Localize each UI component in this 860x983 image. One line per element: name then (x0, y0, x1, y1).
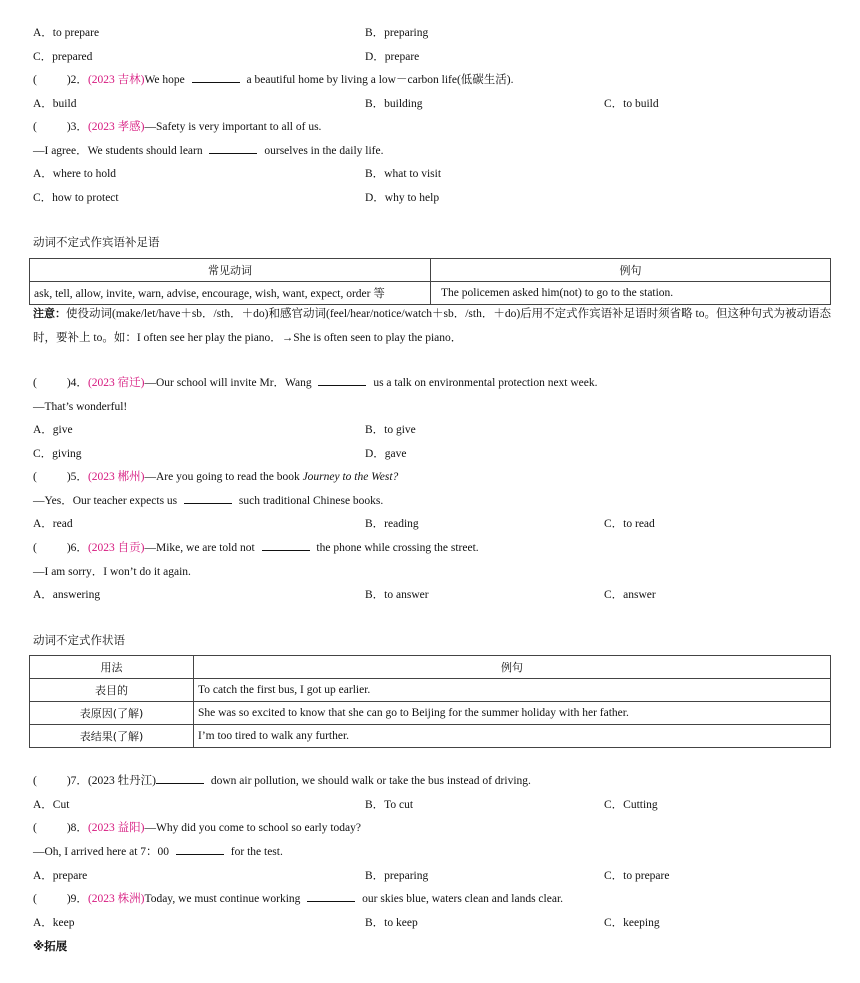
question-source: (2023 孝感) (87, 121, 145, 133)
q1-option-c[interactable]: C．prepared (33, 51, 93, 63)
q2-option-b[interactable]: B．building (365, 98, 423, 110)
question-source: (2023 自贡) (87, 542, 145, 554)
blank (184, 493, 232, 504)
q4-option-c[interactable]: C．giving (33, 448, 82, 460)
table-cell: 表结果(了解) (30, 725, 194, 748)
question-stem: —Our school will invite Mr．Wang (144, 377, 312, 389)
q3-option-c[interactable]: C．how to protect (33, 192, 119, 204)
question-number: )5． (66, 471, 88, 483)
question-stem: us a talk on environmental protection next week. (373, 377, 598, 389)
question-8 (33, 820, 361, 836)
blank (209, 143, 257, 154)
question-number: )6． (66, 542, 88, 554)
q3-option-d[interactable]: D．why to help (365, 192, 440, 204)
question-9 (33, 891, 563, 907)
q4-option-b[interactable]: B．to give (365, 424, 416, 436)
table-header: 例句 (194, 656, 831, 679)
q3-option-a[interactable]: A．where to hold (33, 168, 117, 180)
question-number: )9． (66, 893, 88, 905)
answer-paren-open: ( (33, 74, 37, 86)
q4-option-a[interactable]: A．give (33, 424, 73, 436)
question-stem: a beautiful home by living a low－carbon life(低碳生活). (246, 74, 514, 86)
table-row (30, 725, 831, 748)
question-stem: down air pollution, we should walk or take the bus instead of driving. (210, 775, 531, 787)
question-5-reply (33, 493, 383, 509)
table-cell: To catch the first bus, I got up earlier. (194, 679, 831, 702)
q7-option-c[interactable]: C．Cutting (604, 799, 658, 811)
reply-text: —Yes．Our teacher expects us (33, 495, 178, 507)
q7-option-a[interactable]: A．Cut (33, 799, 70, 811)
q3-option-b[interactable]: B．what to visit (365, 168, 442, 180)
note-text: 使役动词(make/let/have＋sb．/sth．＋do)和感官动词(feel/hear/notice/watch＋sb．/sth．＋do)后用不定式作宾语补足语时须省略 to。但这种句式为被动语态时，要补上 to。如：I often see her play the piano．→She is often seen to play the piano． (33, 308, 831, 344)
question-6-reply: —I am sorry．I won’t do it again. (33, 566, 191, 578)
blank (318, 375, 366, 386)
question-stem: —Mike, we are told not (144, 542, 255, 554)
reply-text: for the test. (230, 846, 283, 858)
q1-option-b[interactable]: B．preparing (365, 27, 429, 39)
q8-option-a[interactable]: A．prepare (33, 870, 88, 882)
answer-paren-open: ( (33, 377, 37, 389)
q7-option-b[interactable]: B．To cut (365, 799, 414, 811)
reply-text: —Oh, I arrived here at 7：00 (33, 846, 170, 858)
q5-option-c[interactable]: C．to read (604, 518, 655, 530)
blank (176, 844, 224, 855)
question-stem: —Are you going to read the book (144, 471, 300, 483)
q4-option-d[interactable]: D．gave (365, 448, 407, 460)
question-number: )3． (66, 121, 88, 133)
table-header: 常见动词 (30, 259, 431, 282)
table-cell: ask, tell, allow, invite, warn, advise, encourage, wish, want, expect, order 等 (30, 282, 431, 305)
grammar-note (33, 302, 833, 350)
question-8-reply (33, 844, 283, 860)
blank (262, 540, 310, 551)
table-header: 用法 (30, 656, 194, 679)
note-label: 注意： (33, 307, 66, 320)
q5-option-b[interactable]: B．reading (365, 518, 419, 530)
question-source: (2023 郴州) (87, 471, 145, 483)
question-number: )7． (66, 775, 88, 787)
table-cell: The policemen asked him(not) to go to the station. (431, 282, 831, 305)
table-cell: She was so excited to know that she can go to Beijing for the summer holiday with her father. (194, 702, 831, 725)
q9-option-a[interactable]: A．keep (33, 917, 75, 929)
question-5 (33, 469, 398, 485)
table-row (30, 702, 831, 725)
question-number: )2． (66, 74, 88, 86)
question-source: (2023 牡丹江) (87, 775, 156, 787)
reply-text: ourselves in the daily life. (264, 145, 384, 157)
q2-option-a[interactable]: A．build (33, 98, 77, 110)
question-stem: Today, we must continue working (144, 893, 301, 905)
question-source: (2023 吉林) (87, 74, 145, 86)
question-4 (33, 375, 598, 391)
question-stem: the phone while crossing the street. (316, 542, 479, 554)
q2-option-c[interactable]: C．to build (604, 98, 659, 110)
q9-option-b[interactable]: B．to keep (365, 917, 418, 929)
answer-paren-open: ( (33, 775, 37, 787)
book-title: Journey to the West? (302, 471, 399, 483)
section-title: 动词不定式作状语 (33, 633, 125, 647)
answer-paren-open: ( (33, 471, 37, 483)
q1-option-d[interactable]: D．prepare (365, 51, 420, 63)
question-number: )8． (66, 822, 88, 834)
blank (192, 72, 240, 83)
question-6 (33, 540, 479, 556)
reply-text: —I agree．We students should learn (33, 145, 203, 157)
question-3 (33, 119, 321, 135)
answer-paren-open: ( (33, 893, 37, 905)
q6-option-a[interactable]: A．answering (33, 589, 101, 601)
adverbial-table (29, 655, 831, 748)
extension-heading: ※拓展 (33, 939, 68, 953)
question-source: (2023 宿迁) (87, 377, 145, 389)
blank (156, 773, 204, 784)
question-stem: We hope (144, 74, 185, 86)
question-source: (2023 株洲) (87, 893, 145, 905)
q6-option-b[interactable]: B．to answer (365, 589, 429, 601)
answer-paren-open: ( (33, 822, 37, 834)
reply-text: such traditional Chinese books. (238, 495, 384, 507)
table-header: 例句 (431, 259, 831, 282)
q8-option-c[interactable]: C．to prepare (604, 870, 670, 882)
table-row (30, 679, 831, 702)
blank (307, 891, 355, 902)
question-4-reply: —That’s wonderful! (33, 401, 128, 413)
question-7 (33, 773, 531, 789)
question-stem: our skies blue, waters clean and lands clear. (362, 893, 564, 905)
table-cell: 表目的 (30, 679, 194, 702)
object-complement-table (29, 258, 831, 305)
question-2 (33, 72, 514, 88)
question-stem: —Safety is very important to all of us. (144, 121, 322, 133)
q6-option-c[interactable]: C．answer (604, 589, 656, 601)
answer-paren-open: ( (33, 121, 37, 133)
table-cell: 表原因(了解) (30, 702, 194, 725)
q8-option-b[interactable]: B．preparing (365, 870, 429, 882)
q1-option-a[interactable]: A．to prepare (33, 27, 100, 39)
section-title: 动词不定式作宾语补足语 (33, 235, 160, 249)
question-stem: —Why did you come to school so early today? (144, 822, 362, 834)
question-3-reply (33, 143, 383, 159)
table-cell: I’m too tired to walk any further. (194, 725, 831, 748)
q5-option-a[interactable]: A．read (33, 518, 73, 530)
question-number: )4． (66, 377, 88, 389)
answer-paren-open: ( (33, 542, 37, 554)
q9-option-c[interactable]: C．keeping (604, 917, 660, 929)
question-source: (2023 益阳) (87, 822, 145, 834)
